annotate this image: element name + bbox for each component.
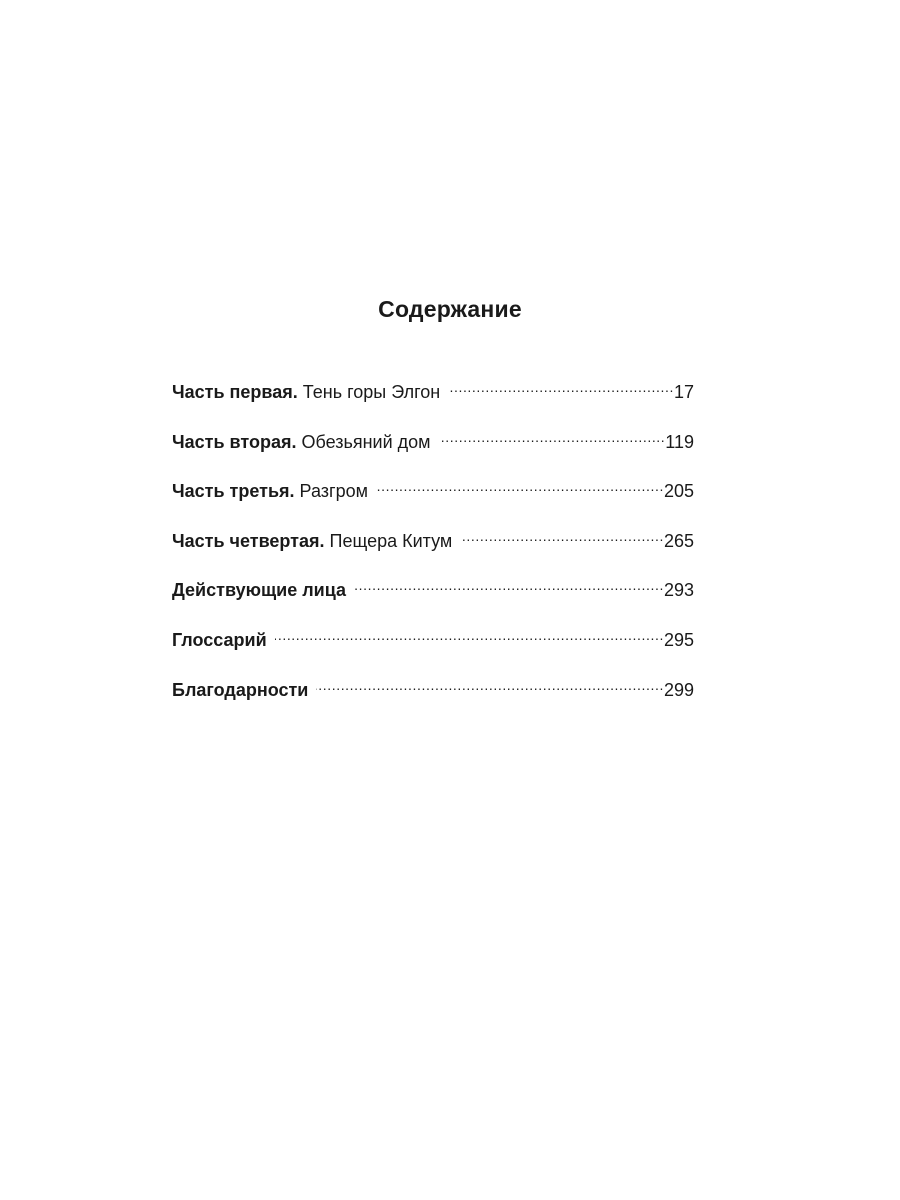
toc-part-name: Глоссарий bbox=[172, 629, 267, 650]
toc-entry-label bbox=[172, 678, 308, 702]
toc-entry-part-1[interactable] bbox=[172, 374, 694, 424]
dot-leader bbox=[439, 424, 666, 448]
table-of-contents bbox=[172, 374, 694, 721]
toc-chapter-name: Пещера Китум bbox=[329, 530, 453, 551]
dot-leader bbox=[460, 523, 664, 547]
toc-entry-label bbox=[172, 628, 267, 652]
toc-entry-part-2[interactable] bbox=[172, 424, 694, 474]
toc-entry-label bbox=[172, 479, 368, 503]
toc-page-number: 17 bbox=[673, 382, 694, 402]
toc-part-name: Действующие лица bbox=[172, 580, 347, 601]
toc-entry-glossary[interactable] bbox=[172, 622, 694, 672]
toc-page-number: 293 bbox=[663, 580, 694, 601]
toc-chapter-name: Обезьяний дом bbox=[301, 431, 431, 452]
toc-title: Содержание bbox=[378, 296, 522, 322]
toc-page-number: 119 bbox=[665, 431, 694, 452]
toc-part-name: Часть четвертая. bbox=[172, 530, 325, 551]
dot-leader bbox=[354, 572, 664, 596]
toc-entry-label bbox=[172, 578, 346, 602]
toc-entry-characters[interactable] bbox=[172, 572, 694, 622]
dot-leader bbox=[376, 473, 664, 497]
toc-chapter-name: Разгром bbox=[299, 481, 368, 502]
toc-entry-label bbox=[172, 380, 440, 404]
toc-part-name: Часть третья. bbox=[172, 481, 295, 502]
toc-page-number: 205 bbox=[663, 481, 694, 502]
toc-part-name: Благодарности bbox=[172, 679, 309, 700]
toc-page-number: 265 bbox=[663, 530, 694, 551]
toc-entry-part-3[interactable] bbox=[172, 473, 694, 523]
toc-entry-label bbox=[172, 529, 452, 553]
toc-part-name: Часть первая. bbox=[172, 382, 298, 402]
dot-leader bbox=[275, 622, 664, 646]
toc-chapter-name: Тень горы Элгон bbox=[302, 382, 441, 402]
toc-entry-acknowledgements[interactable] bbox=[172, 672, 694, 722]
dot-leader bbox=[316, 672, 664, 696]
toc-entry-part-4[interactable] bbox=[172, 523, 694, 573]
toc-part-name: Часть вторая. bbox=[172, 431, 297, 452]
toc-page-number: 299 bbox=[663, 679, 694, 700]
toc-page-number: 295 bbox=[663, 629, 694, 650]
toc-entry-label bbox=[172, 430, 431, 454]
dot-leader bbox=[448, 374, 674, 398]
